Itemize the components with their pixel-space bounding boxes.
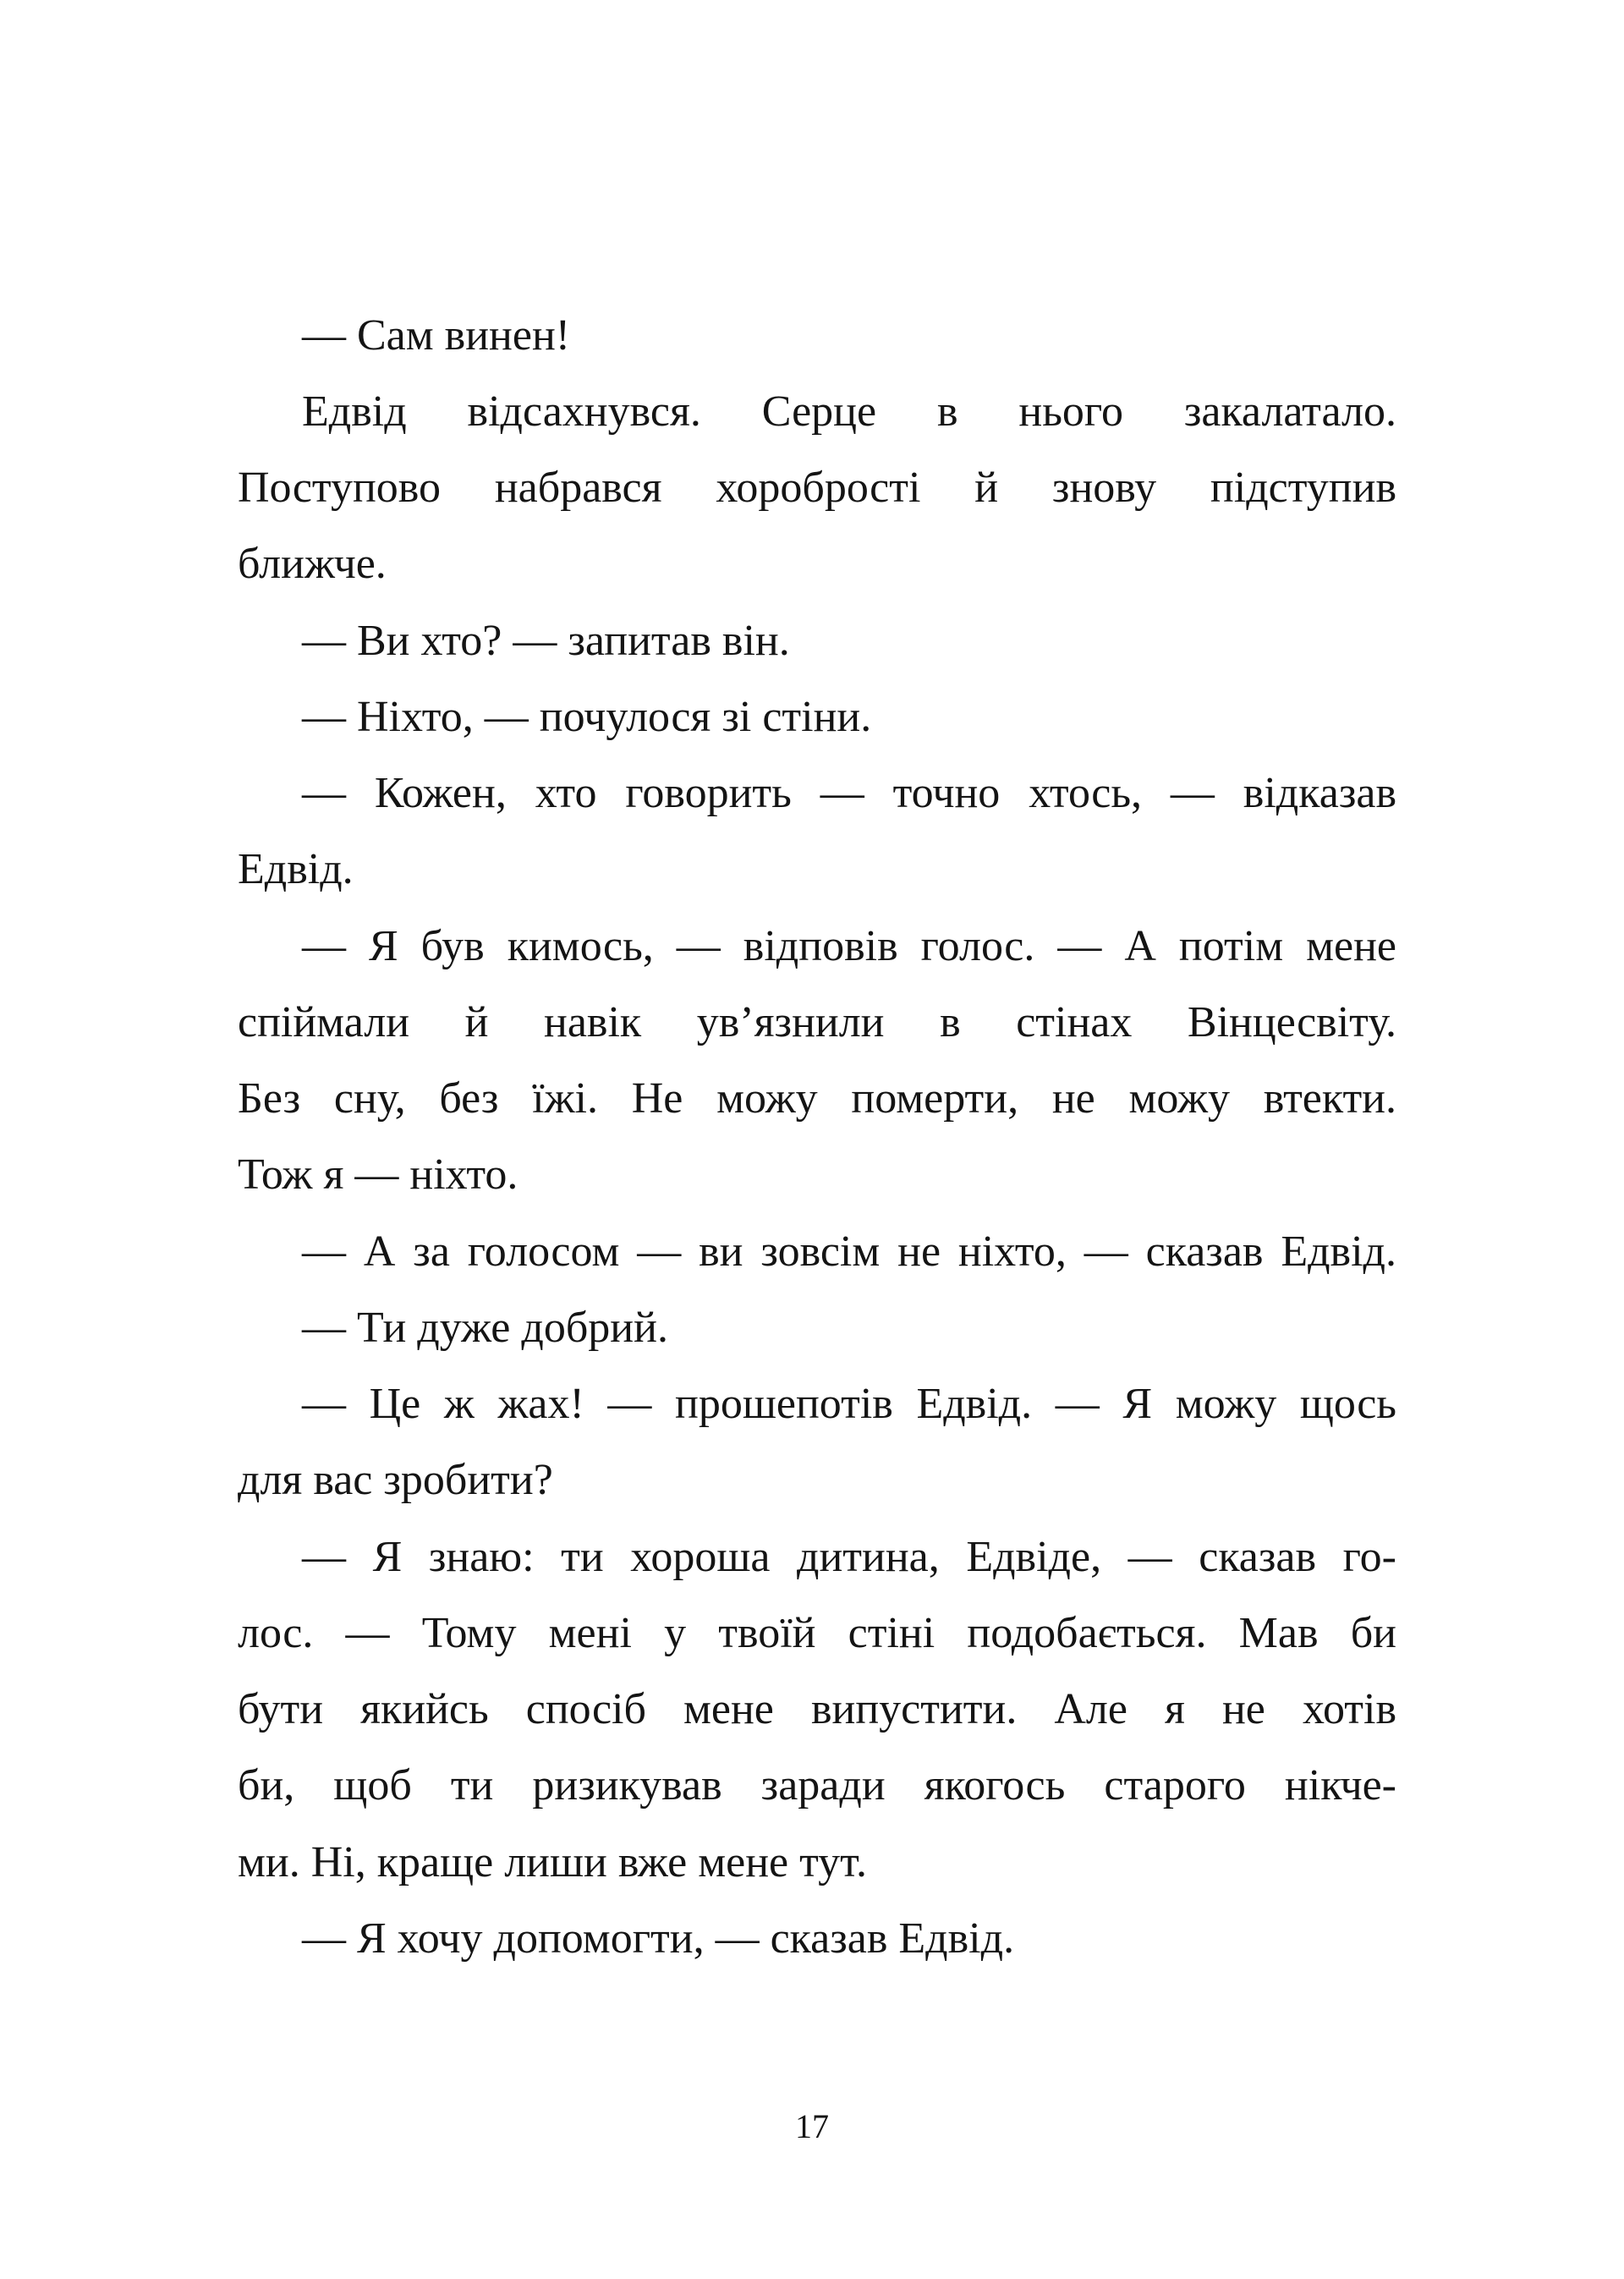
text-line: Тож я — ніхто.: [238, 1150, 518, 1199]
text-line: Едвід відсахнувся. Серце в нього закалатало.: [302, 387, 1396, 436]
text-line: — Ти дуже добрий.: [302, 1304, 668, 1352]
text-line: — А за голосом — ви зовсім не ніхто, — сказав Едвід.: [302, 1227, 1396, 1276]
text-line: Поступово набрався хоробрості й знову підступив: [238, 464, 1396, 512]
text-line: — Я хочу допомогти, — сказав Едвід.: [302, 1914, 1015, 1963]
text-line: — Ніхто, — почулося зі стіни.: [302, 693, 872, 741]
text-line: спіймали й навік ув’язнили в стінах Вінцесвіту.: [238, 998, 1396, 1046]
text-line: Без сну, без їжі. Не можу померти, не можу втекти.: [238, 1074, 1396, 1123]
page-number: 17: [795, 2107, 829, 2145]
text-line: — Кожен, хто говорить — точно хтось, — відказав: [302, 769, 1396, 817]
text-line: для вас зробити?: [238, 1456, 553, 1504]
text-line: Едвід.: [238, 845, 354, 893]
text-line: — Я був кимось, — відповів голос. — А потім мене: [302, 922, 1396, 970]
text-line: — Ви хто? — запитав він.: [302, 617, 790, 665]
text-line: би, щоб ти ризикував заради якогось старого нікче-: [238, 1761, 1396, 1809]
text-line: — Це ж жах! — прошепотів Едвід. — Я можу щось: [302, 1380, 1396, 1428]
text-line: лос. — Тому мені у твоїй стіні подобається. Мав би: [238, 1609, 1396, 1657]
text-line: бути якийсь спосіб мене випустити. Але я не хотів: [238, 1685, 1396, 1733]
text-line: ми. Ні, краще лиши вже мене тут.: [238, 1838, 867, 1886]
text-line: — Я знаю: ти хороша дитина, Едвіде, — сказав го-: [302, 1533, 1396, 1581]
text-line: ближче.: [238, 540, 387, 588]
text-line: — Сам винен!: [302, 311, 571, 360]
